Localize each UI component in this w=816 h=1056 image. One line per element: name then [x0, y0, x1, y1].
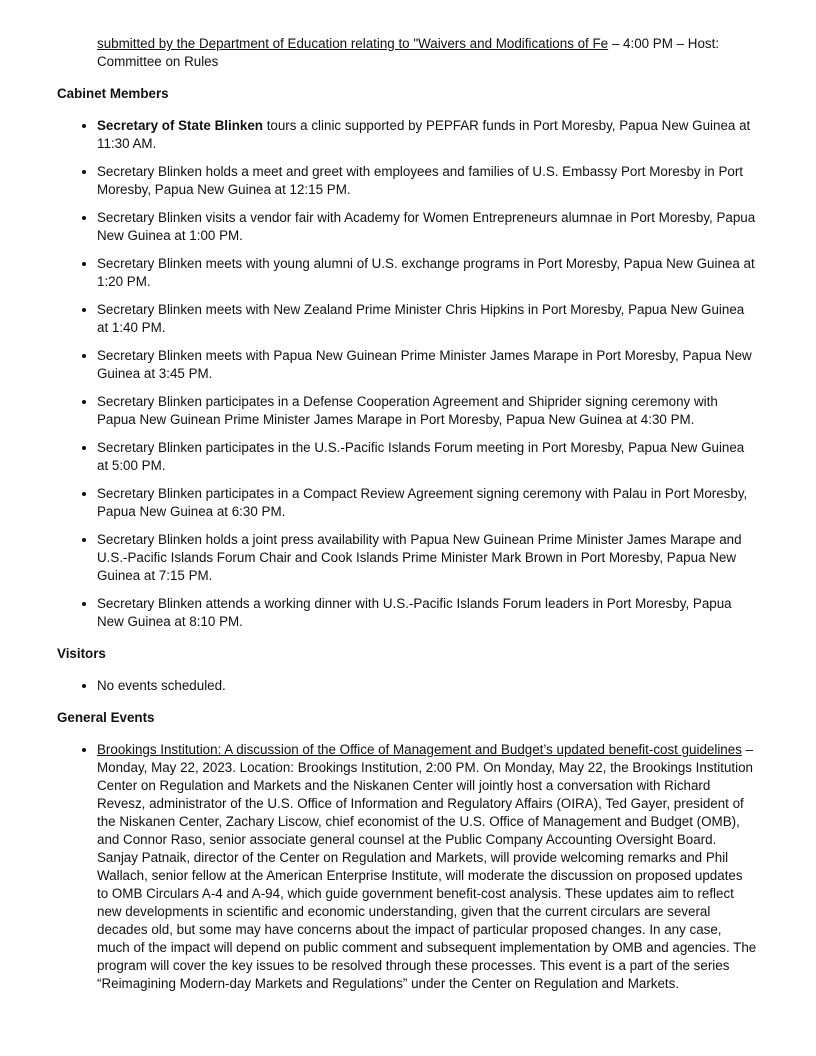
- cabinet-list-item: [97, 117, 757, 153]
- cabinet-list-item: • Secretary Blinken participates in a Defense Cooperation Agreement and Shiprider signing ceremony with Papua New Guinean Prime Minister James Marape in Port Moresby, Papua New Guinea at 4:30 PM.: [97, 393, 757, 429]
- brookings-event-link[interactable]: Brookings Institution: A discussion of the Office of Management and Budget’s updated benefit-cost guidelines: [97, 742, 742, 757]
- cabinet-list-item: • Secretary Blinken holds a meet and greet with employees and families of U.S. Embassy Port Moresby in Port Moresby, Papua New Guinea at 12:15 PM.: [97, 163, 757, 199]
- cabinet-item-bold-name: Secretary of State Blinken: [97, 118, 263, 133]
- general-event-item: [97, 741, 757, 993]
- cabinet-list-item: • Secretary Blinken attends a working dinner with U.S.-Pacific Islands Forum leaders in Port Moresby, Papua New Guinea at 8:10 PM.: [97, 595, 757, 631]
- cabinet-list-item: • Secretary Blinken meets with Papua New Guinean Prime Minister James Marape in Port Moresby, Papua New Guinea at 3:45 PM.: [97, 347, 757, 383]
- general-events-heading: General Events: [57, 710, 155, 725]
- cabinet-list-item: • Secretary Blinken meets with New Zealand Prime Minister Chris Hipkins in Port Moresby, Papua New Guinea at 1:40 PM.: [97, 301, 757, 337]
- cabinet-list-item: • Secretary Blinken participates in a Compact Review Agreement signing ceremony with Palau in Port Moresby, Papua New Guinea at 6:30 PM.: [97, 485, 757, 521]
- cabinet-members-list: [57, 117, 757, 631]
- continued-event-details: – 4:00 PM – Host: Committee on Rules: [97, 36, 720, 69]
- visitors-heading: Visitors: [57, 646, 106, 661]
- brookings-event-description: – Monday, May 22, 2023. Location: Brookings Institution, 2:00 PM. On Monday, May 22, the Brookings Institution Center on Regulation and Markets and the Niskanen Center will jointly host a conversation with Richard Revesz, administrator of the U.S. Office of Information and Regulatory Affairs (OIRA), Ted Gayer, president of the Niskanen Center, Zachary Liscow, chief economist of the U.S. Office of Management and Budget (OMB), and Connor Raso, senior associate general counsel at the Public Company Accounting Oversight Board. Sanjay Patnaik, director of the Center on Regulation and Markets, will provide welcoming remarks and Phil Wallach, senior fellow at the American Enterprise Institute, will moderate the discussion on proposed updates to OMB Circulars A-4 and A-94, which guide government benefit-cost analysis. These updates aim to reflect new developments in scientific and economic understanding, given that the current circulars are several decades old, but some may have concerns about the impact of particular proposed changes. In any case, much of the impact will depend on public comment and subsequent implementation by OMB and agencies. The program will cover the key issues to be resolved through these processes. This event is a part of the series “Reimagining Modern-day Markets and Regulations” under the Center on Regulation and Markets.: [97, 742, 757, 991]
- cabinet-members-heading: Cabinet Members: [57, 86, 169, 101]
- cabinet-item-text: tours a clinic supported by PEPFAR funds in Port Moresby, Papua New Guinea at 11:30 AM.: [97, 118, 751, 151]
- cabinet-list-item: • Secretary Blinken meets with young alumni of U.S. exchange programs in Port Moresby, Papua New Guinea at 1:20 PM.: [97, 255, 757, 291]
- general-events-list: [57, 741, 757, 993]
- document-page: [57, 35, 757, 993]
- cabinet-list-item: • Secretary Blinken participates in the U.S.-Pacific Islands Forum meeting in Port Moresby, Papua New Guinea at 5:00 PM.: [97, 439, 757, 475]
- visitors-list: [57, 677, 757, 695]
- continued-event-link[interactable]: submitted by the Department of Education relating to "Waivers and Modifications of Fe: [97, 36, 609, 51]
- visitors-list-item: • No events scheduled.: [97, 677, 757, 695]
- cabinet-list-item: • Secretary Blinken holds a joint press availability with Papua New Guinean Prime Minister James Marape and U.S.-Pacific Islands Forum Chair and Cook Islands Prime Minister Mark Brown in Port Moresby, Papua New Guinea at 7:15 PM.: [97, 531, 757, 585]
- cabinet-list-item: • Secretary Blinken visits a vendor fair with Academy for Women Entrepreneurs alumnae in Port Moresby, Papua New Guinea at 1:00 PM.: [97, 209, 757, 245]
- continued-event-item: [97, 35, 757, 71]
